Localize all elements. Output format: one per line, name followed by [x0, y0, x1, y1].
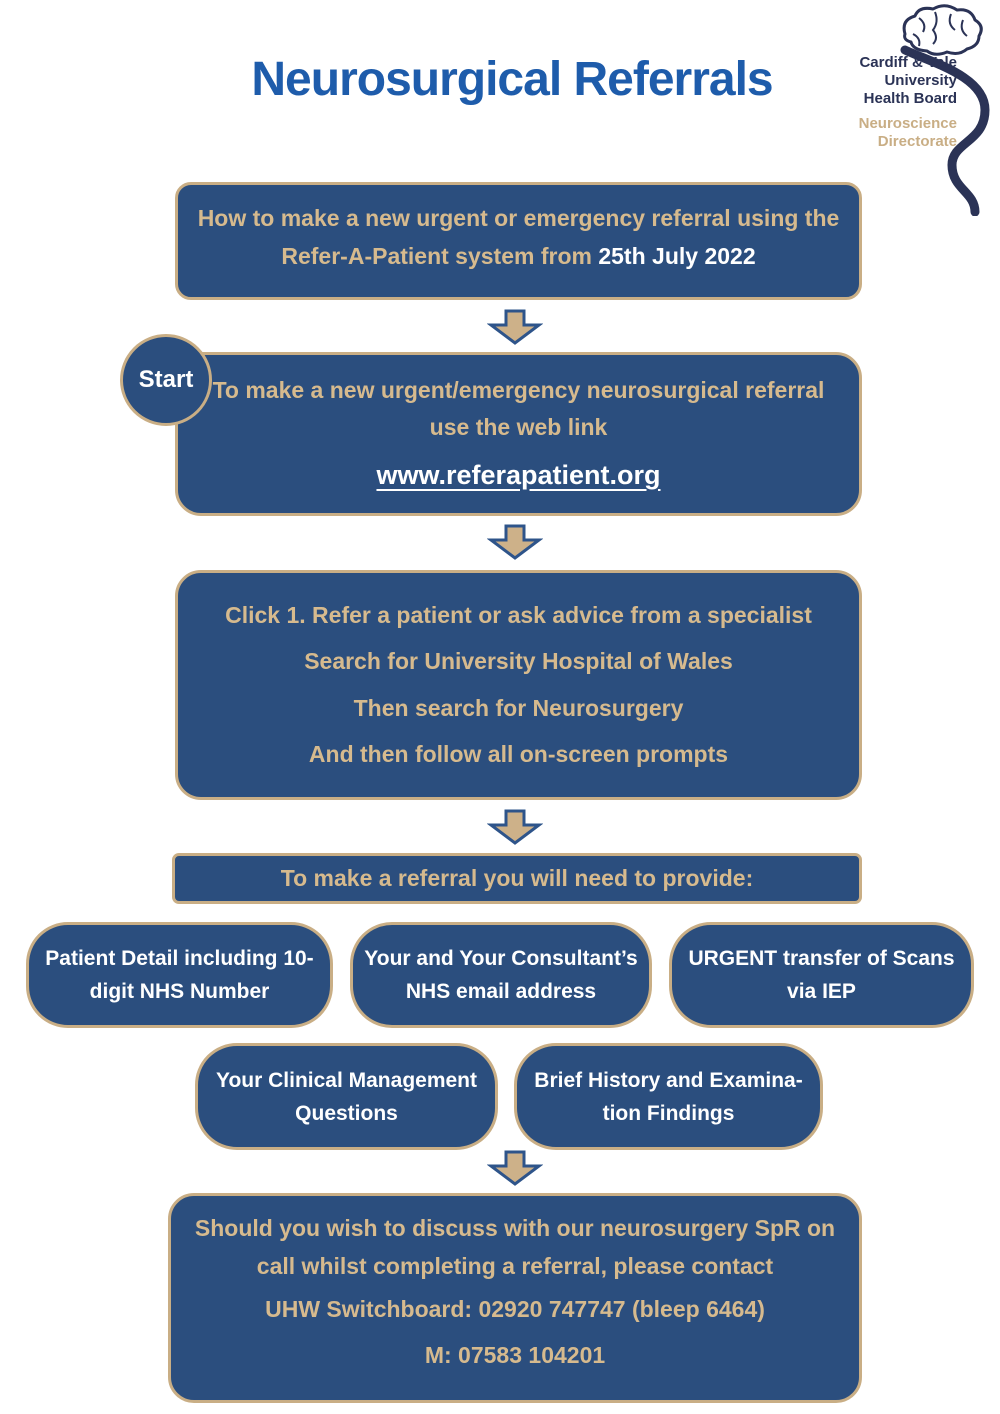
provide-header: To make a referral you will need to provide:	[172, 853, 862, 904]
arrow-down-icon	[487, 809, 543, 845]
arrow-down-icon	[487, 1150, 543, 1186]
steps-box	[175, 570, 862, 800]
arrow-down-icon	[487, 309, 543, 345]
step-line-3: Then search for Neurosurgery	[353, 694, 684, 721]
pill-scan-transfer: URGENT transfer of Scans via IEP	[669, 922, 974, 1028]
contact-box	[168, 1193, 862, 1403]
start-badge: Start	[120, 334, 212, 426]
intro-line-2: Refer-A-Patient system from 25th July 2022	[281, 243, 756, 269]
weblink-line-1: To make a new urgent/emergency neurosurgical referral	[212, 377, 825, 403]
step-line-2: Search for University Hospital of Wales	[304, 648, 733, 675]
go-live-date: 25th July 2022	[598, 243, 756, 269]
pill-nhs-email: Your and Your Consultant’s NHS email address	[350, 922, 652, 1028]
logo-org-name: Cardiff & Vale University Health Board	[859, 54, 957, 107]
switchboard-number: UHW Switchboard: 02920 747747 (bleep 6464)	[265, 1296, 765, 1322]
arrow-down-icon	[487, 524, 543, 560]
logo-text	[835, 54, 957, 151]
logo-dept-name: Neuroscience Directorate	[858, 115, 957, 150]
mobile-number: M: 07583 104201	[424, 1342, 606, 1368]
pill-history-findings: Brief History and Examina- tion Findings	[514, 1043, 823, 1150]
pill-clinical-questions: Your Clinical Management Questions	[195, 1043, 498, 1150]
weblink-box	[175, 352, 862, 516]
intro-box	[175, 182, 862, 300]
weblink-line-2: use the web link	[429, 414, 608, 440]
pill-patient-details: Patient Detail including 10- digit NHS Number	[26, 922, 333, 1028]
step-line-4: And then follow all on-screen prompts	[308, 740, 729, 767]
step-line-1: Click 1. Refer a patient or ask advice from a specialist	[225, 602, 812, 629]
contact-line-2: call whilst completing a referral, please contact	[256, 1253, 774, 1279]
contact-line-1: Should you wish to discuss with our neurosurgery SpR on	[194, 1215, 836, 1241]
referapatient-link[interactable]: www.referapatient.org	[376, 460, 661, 490]
health-board-logo	[835, 4, 1000, 216]
intro-line-1: How to make a new urgent or emergency referral using the	[197, 205, 840, 231]
page-title: Neurosurgical Referrals	[251, 53, 773, 106]
